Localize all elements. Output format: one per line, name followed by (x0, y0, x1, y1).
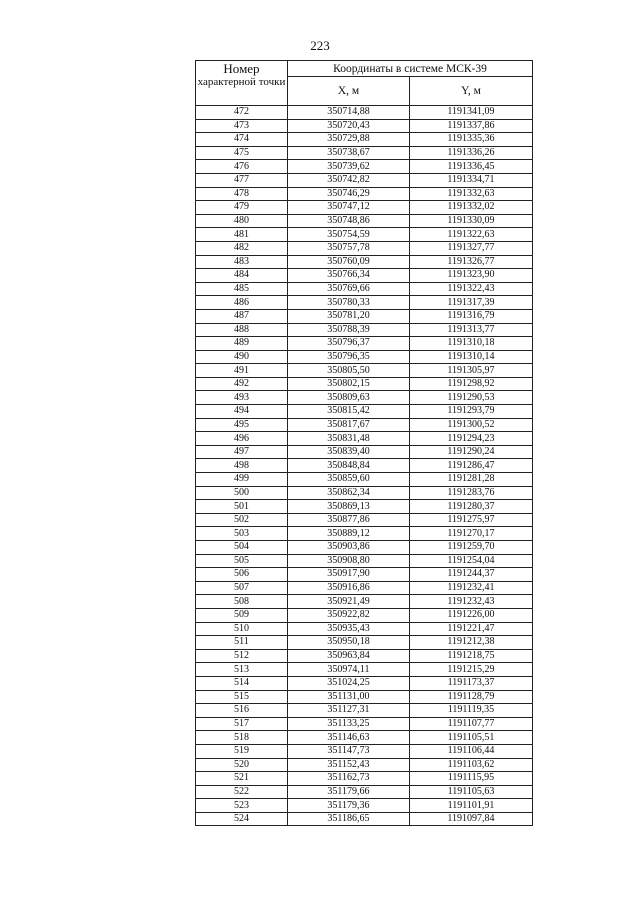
x-coordinate-cell: 350916,86 (288, 581, 410, 595)
y-coordinate-cell: 1191293,79 (410, 405, 533, 419)
point-number-cell: 503 (196, 527, 288, 541)
table-row (196, 282, 533, 296)
x-coordinate-cell: 350809,63 (288, 391, 410, 405)
table-row (196, 513, 533, 527)
point-number-cell: 498 (196, 459, 288, 473)
x-coordinate-cell: 350903,86 (288, 541, 410, 555)
x-coordinate-cell: 350862,34 (288, 486, 410, 500)
y-coordinate-cell: 1191313,77 (410, 323, 533, 337)
point-number-cell: 476 (196, 160, 288, 174)
point-number-cell: 508 (196, 595, 288, 609)
table-row (196, 785, 533, 799)
table-row (196, 255, 533, 269)
point-number-cell: 511 (196, 636, 288, 650)
x-coordinate-cell: 350796,35 (288, 350, 410, 364)
x-coordinate-cell: 350754,59 (288, 228, 410, 242)
y-coordinate-cell: 1191298,92 (410, 377, 533, 391)
table-row (196, 812, 533, 826)
page-number: 223 (310, 38, 330, 53)
y-coordinate-cell: 1191119,35 (410, 704, 533, 718)
point-number-cell: 514 (196, 676, 288, 690)
y-column-header: Y, м (410, 77, 533, 106)
point-number-cell: 522 (196, 785, 288, 799)
table-row (196, 486, 533, 500)
point-number-cell: 486 (196, 296, 288, 310)
table-row (196, 799, 533, 813)
table-row (196, 500, 533, 514)
table-row (196, 106, 533, 120)
table-row (196, 405, 533, 419)
table-row (196, 649, 533, 663)
x-coordinate-cell: 350815,42 (288, 405, 410, 419)
point-number-cell: 516 (196, 704, 288, 718)
point-number-header (196, 61, 288, 106)
point-number-cell: 499 (196, 473, 288, 487)
point-number-cell: 493 (196, 391, 288, 405)
x-coordinate-cell: 350747,12 (288, 201, 410, 215)
point-number-cell: 509 (196, 608, 288, 622)
y-coordinate-cell: 1191332,02 (410, 201, 533, 215)
point-number-cell: 524 (196, 812, 288, 826)
table-row (196, 160, 533, 174)
x-coordinate-cell: 351152,43 (288, 758, 410, 772)
x-coordinate-cell: 351024,25 (288, 676, 410, 690)
table-row (196, 241, 533, 255)
table-row (196, 445, 533, 459)
table-row (196, 772, 533, 786)
x-coordinate-cell: 350742,82 (288, 173, 410, 187)
table-row (196, 187, 533, 201)
y-coordinate-cell: 1191322,63 (410, 228, 533, 242)
x-coordinate-cell: 351179,36 (288, 799, 410, 813)
point-number-cell: 473 (196, 119, 288, 133)
y-coordinate-cell: 1191283,76 (410, 486, 533, 500)
table-row (196, 663, 533, 677)
y-coordinate-cell: 1191305,97 (410, 364, 533, 378)
point-number-cell: 515 (196, 690, 288, 704)
point-number-cell: 482 (196, 241, 288, 255)
y-coordinate-cell: 1191330,09 (410, 214, 533, 228)
y-coordinate-cell: 1191254,04 (410, 554, 533, 568)
point-number-cell: 502 (196, 513, 288, 527)
y-coordinate-cell: 1191226,00 (410, 608, 533, 622)
y-coordinate-cell: 1191221,47 (410, 622, 533, 636)
point-number-header-subtitle: характерной точки (197, 76, 286, 88)
table-row (196, 133, 533, 147)
y-coordinate-cell: 1191097,84 (410, 812, 533, 826)
point-number-cell: 479 (196, 201, 288, 215)
table-body (196, 106, 533, 826)
table-row (196, 269, 533, 283)
point-number-cell: 489 (196, 337, 288, 351)
x-coordinate-cell: 350963,84 (288, 649, 410, 663)
table-row (196, 581, 533, 595)
point-number-cell: 492 (196, 377, 288, 391)
x-coordinate-cell: 351147,73 (288, 744, 410, 758)
table-row (196, 731, 533, 745)
x-coordinate-cell: 350974,11 (288, 663, 410, 677)
y-coordinate-cell: 1191336,45 (410, 160, 533, 174)
point-number-cell: 485 (196, 282, 288, 296)
table-row (196, 622, 533, 636)
point-number-cell: 478 (196, 187, 288, 201)
x-coordinate-cell: 350869,13 (288, 500, 410, 514)
y-coordinate-cell: 1191115,95 (410, 772, 533, 786)
point-number-cell: 507 (196, 581, 288, 595)
x-coordinate-cell: 350738,67 (288, 146, 410, 160)
x-coordinate-cell: 350817,67 (288, 418, 410, 432)
table-row (196, 228, 533, 242)
x-coordinate-cell: 350889,12 (288, 527, 410, 541)
y-coordinate-cell: 1191322,43 (410, 282, 533, 296)
table-row (196, 309, 533, 323)
x-coordinate-cell: 350729,88 (288, 133, 410, 147)
x-coordinate-cell: 350935,43 (288, 622, 410, 636)
x-coordinate-cell: 350746,29 (288, 187, 410, 201)
point-number-cell: 483 (196, 255, 288, 269)
point-number-cell: 490 (196, 350, 288, 364)
x-coordinate-cell: 351131,00 (288, 690, 410, 704)
table-row (196, 568, 533, 582)
table-row (196, 391, 533, 405)
y-coordinate-cell: 1191280,37 (410, 500, 533, 514)
x-coordinate-cell: 350739,62 (288, 160, 410, 174)
point-number-cell: 505 (196, 554, 288, 568)
table-row (196, 364, 533, 378)
table-row (196, 173, 533, 187)
table-row (196, 214, 533, 228)
x-coordinate-cell: 350760,09 (288, 255, 410, 269)
point-number-header-title: Номер (223, 61, 260, 76)
table-row (196, 296, 533, 310)
table-row (196, 432, 533, 446)
y-coordinate-cell: 1191336,26 (410, 146, 533, 160)
x-coordinate-cell: 350805,50 (288, 364, 410, 378)
x-column-header: X, м (288, 77, 410, 106)
y-coordinate-cell: 1191317,39 (410, 296, 533, 310)
x-coordinate-cell: 351162,73 (288, 772, 410, 786)
table-row (196, 337, 533, 351)
point-number-cell: 480 (196, 214, 288, 228)
point-number-cell: 501 (196, 500, 288, 514)
point-number-cell: 521 (196, 772, 288, 786)
y-coordinate-cell: 1191337,86 (410, 119, 533, 133)
x-coordinate-cell: 351133,25 (288, 717, 410, 731)
point-number-cell: 481 (196, 228, 288, 242)
table-row (196, 717, 533, 731)
y-coordinate-cell: 1191215,29 (410, 663, 533, 677)
x-coordinate-cell: 350839,40 (288, 445, 410, 459)
y-coordinate-cell: 1191310,18 (410, 337, 533, 351)
point-number-cell: 500 (196, 486, 288, 500)
table-row (196, 527, 533, 541)
point-number-cell: 506 (196, 568, 288, 582)
y-coordinate-cell: 1191290,24 (410, 445, 533, 459)
x-coordinate-cell: 350796,37 (288, 337, 410, 351)
table-row (196, 473, 533, 487)
point-number-cell: 475 (196, 146, 288, 160)
point-number-cell: 519 (196, 744, 288, 758)
table-row (196, 201, 533, 215)
point-number-cell: 520 (196, 758, 288, 772)
x-coordinate-cell: 350788,39 (288, 323, 410, 337)
point-number-cell: 495 (196, 418, 288, 432)
table-row (196, 459, 533, 473)
coordinates-group-header: Координаты в системе МСК-39 (288, 61, 533, 77)
x-coordinate-cell: 350766,34 (288, 269, 410, 283)
point-number-cell: 477 (196, 173, 288, 187)
y-coordinate-cell: 1191106,44 (410, 744, 533, 758)
y-coordinate-cell: 1191218,75 (410, 649, 533, 663)
x-coordinate-cell: 350877,86 (288, 513, 410, 527)
table-row (196, 744, 533, 758)
y-coordinate-cell: 1191332,63 (410, 187, 533, 201)
x-coordinate-cell: 350757,78 (288, 241, 410, 255)
y-coordinate-cell: 1191270,17 (410, 527, 533, 541)
point-number-cell: 488 (196, 323, 288, 337)
point-number-cell: 504 (196, 541, 288, 555)
table-row (196, 704, 533, 718)
y-coordinate-cell: 1191259,70 (410, 541, 533, 555)
y-coordinate-cell: 1191107,77 (410, 717, 533, 731)
table-row (196, 377, 533, 391)
y-coordinate-cell: 1191128,79 (410, 690, 533, 704)
y-coordinate-cell: 1191327,77 (410, 241, 533, 255)
x-coordinate-cell: 350831,48 (288, 432, 410, 446)
x-coordinate-cell: 350859,60 (288, 473, 410, 487)
y-coordinate-cell: 1191290,53 (410, 391, 533, 405)
coordinates-table (195, 60, 533, 826)
x-coordinate-cell: 351186,65 (288, 812, 410, 826)
point-number-cell: 513 (196, 663, 288, 677)
y-coordinate-cell: 1191326,77 (410, 255, 533, 269)
table-row (196, 595, 533, 609)
x-coordinate-cell: 350908,80 (288, 554, 410, 568)
point-number-cell: 472 (196, 106, 288, 120)
table-row (196, 758, 533, 772)
y-coordinate-cell: 1191105,63 (410, 785, 533, 799)
table-row (196, 690, 533, 704)
table-row (196, 676, 533, 690)
table-row (196, 554, 533, 568)
point-number-cell: 487 (196, 309, 288, 323)
y-coordinate-cell: 1191286,47 (410, 459, 533, 473)
point-number-cell: 510 (196, 622, 288, 636)
table-row (196, 608, 533, 622)
table-row (196, 350, 533, 364)
x-coordinate-cell: 350917,90 (288, 568, 410, 582)
y-coordinate-cell: 1191341,09 (410, 106, 533, 120)
y-coordinate-cell: 1191173,37 (410, 676, 533, 690)
point-number-cell: 517 (196, 717, 288, 731)
y-coordinate-cell: 1191212,38 (410, 636, 533, 650)
table-row (196, 541, 533, 555)
x-coordinate-cell: 350780,33 (288, 296, 410, 310)
x-coordinate-cell: 351127,31 (288, 704, 410, 718)
table-row (196, 323, 533, 337)
x-coordinate-cell: 350848,84 (288, 459, 410, 473)
point-number-cell: 496 (196, 432, 288, 446)
x-coordinate-cell: 350781,20 (288, 309, 410, 323)
table-row (196, 418, 533, 432)
x-coordinate-cell: 350748,86 (288, 214, 410, 228)
y-coordinate-cell: 1191310,14 (410, 350, 533, 364)
y-coordinate-cell: 1191244,37 (410, 568, 533, 582)
table-header (196, 61, 533, 106)
point-number-cell: 518 (196, 731, 288, 745)
y-coordinate-cell: 1191275,97 (410, 513, 533, 527)
point-number-cell: 484 (196, 269, 288, 283)
point-number-cell: 474 (196, 133, 288, 147)
x-coordinate-cell: 350921,49 (288, 595, 410, 609)
y-coordinate-cell: 1191103,62 (410, 758, 533, 772)
x-coordinate-cell: 350769,66 (288, 282, 410, 296)
x-coordinate-cell: 351146,63 (288, 731, 410, 745)
point-number-cell: 512 (196, 649, 288, 663)
x-coordinate-cell: 351179,66 (288, 785, 410, 799)
point-number-cell: 494 (196, 405, 288, 419)
y-coordinate-cell: 1191294,23 (410, 432, 533, 446)
y-coordinate-cell: 1191232,41 (410, 581, 533, 595)
y-coordinate-cell: 1191323,90 (410, 269, 533, 283)
y-coordinate-cell: 1191281,28 (410, 473, 533, 487)
x-coordinate-cell: 350950,18 (288, 636, 410, 650)
y-coordinate-cell: 1191335,36 (410, 133, 533, 147)
y-coordinate-cell: 1191101,91 (410, 799, 533, 813)
table-row (196, 636, 533, 650)
point-number-cell: 491 (196, 364, 288, 378)
x-coordinate-cell: 350714,88 (288, 106, 410, 120)
point-number-cell: 523 (196, 799, 288, 813)
y-coordinate-cell: 1191300,52 (410, 418, 533, 432)
point-number-cell: 497 (196, 445, 288, 459)
table-row (196, 146, 533, 160)
x-coordinate-cell: 350802,15 (288, 377, 410, 391)
table-row (196, 119, 533, 133)
y-coordinate-cell: 1191316,79 (410, 309, 533, 323)
y-coordinate-cell: 1191334,71 (410, 173, 533, 187)
y-coordinate-cell: 1191105,51 (410, 731, 533, 745)
x-coordinate-cell: 350922,82 (288, 608, 410, 622)
x-coordinate-cell: 350720,43 (288, 119, 410, 133)
y-coordinate-cell: 1191232,43 (410, 595, 533, 609)
